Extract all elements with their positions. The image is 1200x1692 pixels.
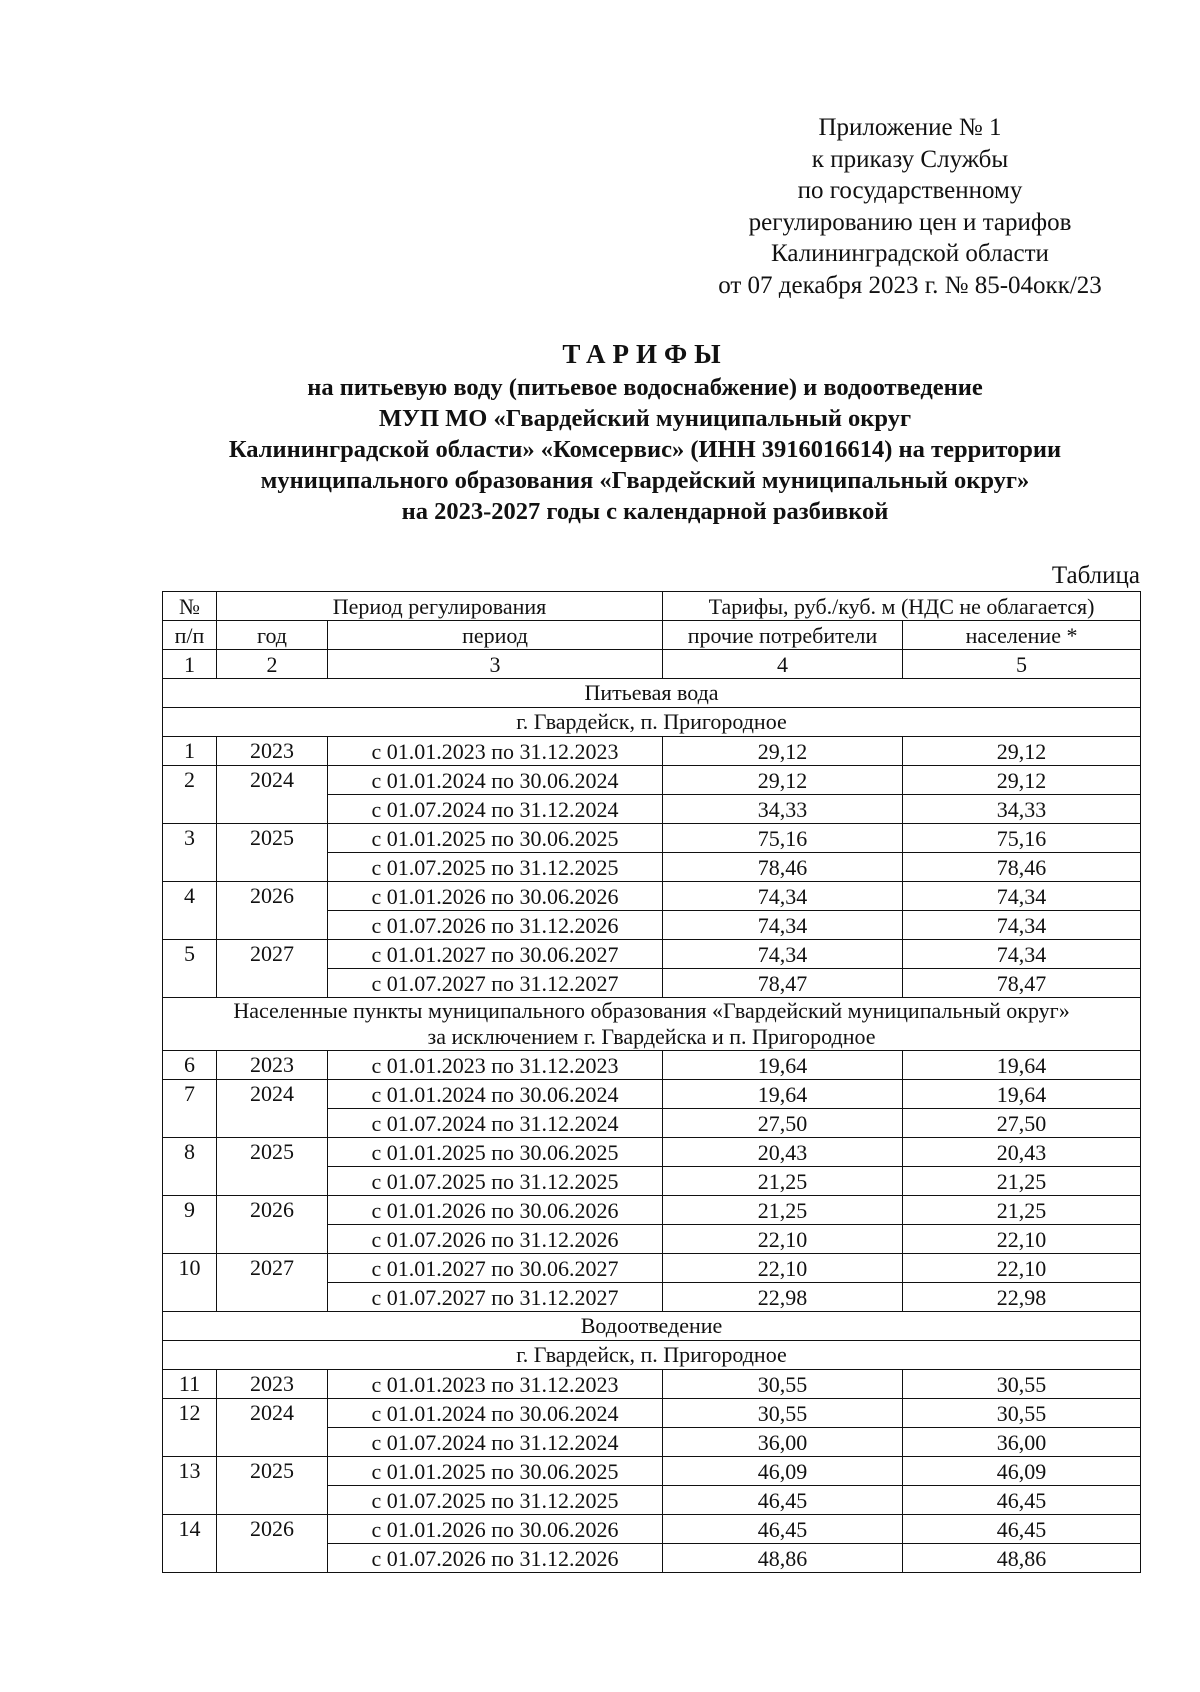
- row-number: 2: [163, 766, 217, 824]
- appendix-block: [690, 112, 1130, 301]
- row-tariff-others: 46,45: [663, 1515, 903, 1544]
- row-number: 8: [163, 1138, 217, 1196]
- row-tariff-others: 74,34: [663, 911, 903, 940]
- row-year: 2023: [217, 1370, 328, 1399]
- header-num-top: №: [163, 592, 217, 621]
- header-tariff-group: Тарифы, руб./куб. м (НДС не облагается): [663, 592, 1141, 621]
- row-period: с 01.07.2026 по 31.12.2026: [328, 1225, 663, 1254]
- row-period: с 01.07.2027 по 31.12.2027: [328, 1283, 663, 1312]
- subsection-title-line: г. Гвардейск, п. Пригородное: [516, 709, 787, 734]
- row-tariff-population: 30,55: [903, 1370, 1141, 1399]
- title-line: МУП МО «Гвардейский муниципальный округ: [378, 405, 912, 432]
- row-tariff-others: 75,16: [663, 824, 903, 853]
- row-tariff-others: 46,45: [663, 1486, 903, 1515]
- column-number: 3: [328, 650, 663, 679]
- row-tariff-others: 20,43: [663, 1138, 903, 1167]
- table-row: [163, 1370, 1141, 1399]
- row-tariff-others: 46,09: [663, 1457, 903, 1486]
- row-tariff-population: 30,55: [903, 1399, 1141, 1428]
- row-year: 2024: [217, 766, 328, 824]
- row-year: 2024: [217, 1399, 328, 1457]
- row-period: с 01.01.2025 по 30.06.2025: [328, 1138, 663, 1167]
- table-caption: Таблица: [1051, 562, 1140, 589]
- column-number: 4: [663, 650, 903, 679]
- subsection-row: [163, 708, 1141, 737]
- column-number: 1: [163, 650, 217, 679]
- row-year: 2027: [217, 940, 328, 998]
- header-row-1: [163, 592, 1141, 621]
- row-tariff-population: 75,16: [903, 824, 1141, 853]
- row-period: с 01.01.2026 по 30.06.2026: [328, 882, 663, 911]
- section-title: Водоотведение: [163, 1312, 1141, 1341]
- row-tariff-population: 74,34: [903, 940, 1141, 969]
- row-period: с 01.01.2024 по 30.06.2024: [328, 1399, 663, 1428]
- row-tariff-population: 46,09: [903, 1457, 1141, 1486]
- row-tariff-others: 29,12: [663, 766, 903, 795]
- appendix-line: Калининградской области: [771, 240, 1049, 267]
- row-period: с 01.01.2024 по 30.06.2024: [328, 766, 663, 795]
- row-tariff-population: 21,25: [903, 1167, 1141, 1196]
- row-tariff-others: 74,34: [663, 882, 903, 911]
- table-row: [163, 940, 1141, 969]
- row-number: 10: [163, 1254, 217, 1312]
- row-tariff-population: 78,46: [903, 853, 1141, 882]
- row-period: с 01.07.2025 по 31.12.2025: [328, 1486, 663, 1515]
- row-tariff-others: 22,98: [663, 1283, 903, 1312]
- row-tariff-others: 36,00: [663, 1428, 903, 1457]
- subsection-title: [163, 998, 1141, 1051]
- row-tariff-others: 21,25: [663, 1167, 903, 1196]
- row-tariff-others: 19,64: [663, 1080, 903, 1109]
- row-tariff-population: 22,10: [903, 1254, 1141, 1283]
- header-year: год: [217, 621, 328, 650]
- title-line: Калининградской области» «Комсервис» (ИНН 3916016614) на территории: [228, 436, 1062, 463]
- table-row: [163, 1080, 1141, 1109]
- table-row: [163, 737, 1141, 766]
- row-period: с 01.07.2026 по 31.12.2026: [328, 1544, 663, 1573]
- table-row: [163, 1254, 1141, 1283]
- row-tariff-others: 48,86: [663, 1544, 903, 1573]
- row-tariff-population: 74,34: [903, 911, 1141, 940]
- row-period: с 01.07.2024 по 31.12.2024: [328, 1428, 663, 1457]
- row-year: 2023: [217, 737, 328, 766]
- subsection-row: [163, 1341, 1141, 1370]
- row-tariff-population: 29,12: [903, 737, 1141, 766]
- row-number: 13: [163, 1457, 217, 1515]
- row-tariff-population: 46,45: [903, 1486, 1141, 1515]
- header-period: период: [328, 621, 663, 650]
- row-number: 11: [163, 1370, 217, 1399]
- subsection-title: [163, 1341, 1141, 1370]
- row-period: с 01.01.2026 по 30.06.2026: [328, 1196, 663, 1225]
- subsection-title: [163, 708, 1141, 737]
- row-period: с 01.01.2027 по 30.06.2027: [328, 940, 663, 969]
- row-tariff-others: 74,34: [663, 940, 903, 969]
- row-tariff-others: 34,33: [663, 795, 903, 824]
- row-number: 7: [163, 1080, 217, 1138]
- section-title: Питьевая вода: [163, 679, 1141, 708]
- row-tariff-population: 46,45: [903, 1515, 1141, 1544]
- appendix-line: к приказу Службы: [811, 145, 1009, 173]
- row-period: с 01.01.2023 по 31.12.2023: [328, 1370, 663, 1399]
- row-year: 2025: [217, 1138, 328, 1196]
- appendix-line: от 07 декабря 2023 г. № 85-04окк/23: [718, 271, 1102, 299]
- row-tariff-population: 19,64: [903, 1080, 1141, 1109]
- row-period: с 01.07.2025 по 31.12.2025: [328, 1167, 663, 1196]
- row-tariff-population: 34,33: [903, 795, 1141, 824]
- appendix-line: регулированию цен и тарифов: [748, 208, 1072, 236]
- row-tariff-others: 30,55: [663, 1399, 903, 1428]
- appendix-line: по государственному: [797, 177, 1023, 204]
- row-number: 12: [163, 1399, 217, 1457]
- row-period: с 01.01.2027 по 30.06.2027: [328, 1254, 663, 1283]
- row-period: с 01.01.2026 по 30.06.2026: [328, 1515, 663, 1544]
- title-line: на питьевую воду (питьевое водоснабжение) и водоотведение: [307, 374, 983, 401]
- header-num-bottom: п/п: [163, 621, 217, 650]
- row-period: с 01.01.2025 по 30.06.2025: [328, 1457, 663, 1486]
- row-number: 3: [163, 824, 217, 882]
- row-period: с 01.07.2025 по 31.12.2025: [328, 853, 663, 882]
- row-tariff-others: 29,12: [663, 737, 903, 766]
- row-period: с 01.01.2023 по 31.12.2023: [328, 1051, 663, 1080]
- appendix-line: Приложение № 1: [818, 114, 1002, 141]
- row-tariff-population: 27,50: [903, 1109, 1141, 1138]
- table-row: [163, 766, 1141, 795]
- header-period-group: Период регулирования: [217, 592, 663, 621]
- row-period: с 01.07.2027 по 31.12.2027: [328, 969, 663, 998]
- table-row: [163, 1138, 1141, 1167]
- table-row: [163, 1399, 1141, 1428]
- section-row: [163, 679, 1141, 708]
- row-year: 2025: [217, 824, 328, 882]
- row-number: 6: [163, 1051, 217, 1080]
- row-period: с 01.01.2025 по 30.06.2025: [328, 824, 663, 853]
- header-population: население *: [903, 621, 1141, 650]
- row-period: с 01.07.2024 по 31.12.2024: [328, 1109, 663, 1138]
- row-tariff-population: 19,64: [903, 1051, 1141, 1080]
- row-tariff-population: 22,98: [903, 1283, 1141, 1312]
- section-row: [163, 1312, 1141, 1341]
- row-period: с 01.01.2023 по 31.12.2023: [328, 737, 663, 766]
- column-number: 5: [903, 650, 1141, 679]
- column-number-row: [163, 650, 1141, 679]
- row-tariff-population: 36,00: [903, 1428, 1141, 1457]
- row-tariff-population: 20,43: [903, 1138, 1141, 1167]
- row-tariff-others: 21,25: [663, 1196, 903, 1225]
- row-number: 1: [163, 737, 217, 766]
- row-tariff-others: 30,55: [663, 1370, 903, 1399]
- row-number: 4: [163, 882, 217, 940]
- table-row: [163, 1051, 1141, 1080]
- row-tariff-others: 22,10: [663, 1254, 903, 1283]
- row-period: с 01.07.2024 по 31.12.2024: [328, 795, 663, 824]
- row-tariff-population: 74,34: [903, 882, 1141, 911]
- row-year: 2026: [217, 1196, 328, 1254]
- document-title: ТАРИФЫ: [562, 339, 728, 369]
- title-line: муниципального образования «Гвардейский муниципальный округ»: [260, 467, 1030, 494]
- row-year: 2025: [217, 1457, 328, 1515]
- row-tariff-population: 29,12: [903, 766, 1141, 795]
- row-tariff-others: 27,50: [663, 1109, 903, 1138]
- subsection-title-line: за исключением г. Гвардейска и п. Пригородное: [427, 1024, 876, 1049]
- document-title-block: [120, 336, 1170, 527]
- subsection-row: [163, 998, 1141, 1051]
- table-row: [163, 1457, 1141, 1486]
- title-line: на 2023-2027 годы с календарной разбивкой: [401, 498, 889, 525]
- row-tariff-others: 22,10: [663, 1225, 903, 1254]
- tariffs-table: [162, 591, 1141, 1573]
- row-year: 2026: [217, 882, 328, 940]
- subsection-title-line: Населенные пункты муниципального образования «Гвардейский муниципальный округ»: [233, 998, 1070, 1023]
- row-number: 9: [163, 1196, 217, 1254]
- row-tariff-population: 21,25: [903, 1196, 1141, 1225]
- row-tariff-others: 19,64: [663, 1051, 903, 1080]
- table-row: [163, 1196, 1141, 1225]
- row-year: 2026: [217, 1515, 328, 1573]
- row-tariff-population: 78,47: [903, 969, 1141, 998]
- table-row: [163, 882, 1141, 911]
- row-tariff-others: 78,46: [663, 853, 903, 882]
- row-tariff-population: 48,86: [903, 1544, 1141, 1573]
- row-number: 5: [163, 940, 217, 998]
- row-year: 2027: [217, 1254, 328, 1312]
- column-number: 2: [217, 650, 328, 679]
- row-tariff-others: 78,47: [663, 969, 903, 998]
- table-row: [163, 824, 1141, 853]
- row-tariff-population: 22,10: [903, 1225, 1141, 1254]
- row-year: 2024: [217, 1080, 328, 1138]
- row-number: 14: [163, 1515, 217, 1573]
- row-period: с 01.01.2024 по 30.06.2024: [328, 1080, 663, 1109]
- header-others: прочие потребители: [663, 621, 903, 650]
- row-period: с 01.07.2026 по 31.12.2026: [328, 911, 663, 940]
- row-year: 2023: [217, 1051, 328, 1080]
- subsection-title-line: г. Гвардейск, п. Пригородное: [516, 1342, 787, 1367]
- header-row-2: [163, 621, 1141, 650]
- table-row: [163, 1515, 1141, 1544]
